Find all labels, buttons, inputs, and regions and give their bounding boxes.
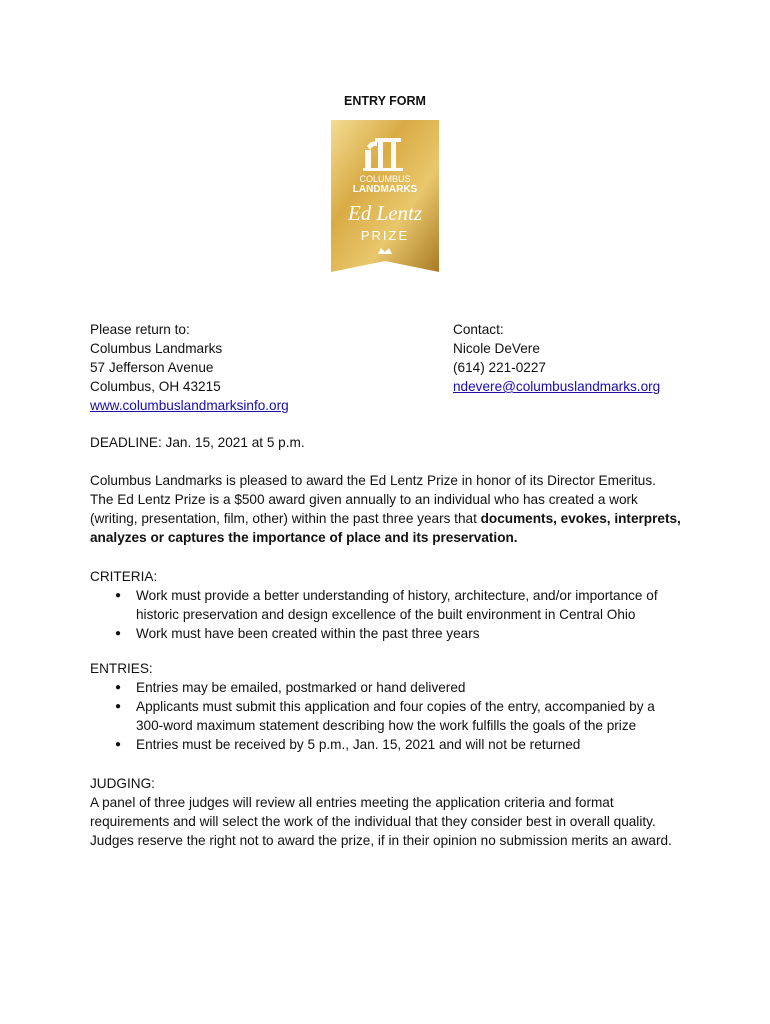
return-address-block — [90, 320, 289, 415]
logo-text-landmarks: LANDMARKS — [352, 184, 418, 195]
deadline-text: DEADLINE: Jan. 15, 2021 at 5 p.m. — [90, 435, 305, 450]
judging-section — [90, 774, 680, 850]
list-item — [90, 678, 676, 697]
list-item-text: Entries may be emailed, postmarked or hand delivered — [136, 680, 466, 695]
contact-email-link[interactable]: ndevere@columbuslandmarks.org — [453, 379, 661, 394]
list-item-text: Applicants must submit this application and four copies of the entry, accompanied by a 300-word maximum statement describing how the work fulfills the goals of the prize — [136, 699, 655, 733]
criteria-list — [90, 586, 690, 643]
contact-label: Contact: — [453, 322, 504, 337]
list-item — [90, 697, 676, 735]
criteria-section — [90, 567, 690, 643]
list-item — [90, 735, 676, 754]
contact-block — [453, 320, 660, 396]
return-city: Columbus, OH 43215 — [90, 379, 221, 394]
bullet-icon: ● — [115, 739, 122, 750]
contact-phone: (614) 221-0227 — [453, 360, 546, 375]
criteria-heading: CRITERIA: — [90, 569, 158, 584]
list-item — [90, 624, 676, 643]
list-item-text: Entries must be received by 5 p.m., Jan. 15, 2021 and will not be returned — [136, 737, 581, 752]
list-item-text: Work must provide a better understanding of history, architecture, and/or importance of historic preservation and design excellence of the built environment in Central Ohio — [136, 588, 658, 622]
intro-text: Columbus Landmarks is pleased to award the Ed Lentz Prize in honor of its Director Emeritus. The Ed Lentz Prize is a $500 award given annually to an individual who has created a work (writing, presentation, film, other) within the past three years that — [90, 473, 656, 526]
contact-name: Nicole DeVere — [453, 341, 540, 356]
intro-paragraph — [90, 471, 682, 547]
page-title: ENTRY FORM — [344, 94, 426, 108]
entries-section — [90, 659, 690, 754]
logo-text-ed-lentz: Ed Lentz — [347, 201, 423, 225]
return-street: 57 Jefferson Avenue — [90, 360, 214, 375]
return-org: Columbus Landmarks — [90, 341, 223, 356]
judging-heading: JUDGING: — [90, 776, 155, 791]
logo-text-prize: PRIZE — [360, 228, 410, 243]
return-label: Please return to: — [90, 322, 190, 337]
bullet-icon: ● — [115, 682, 122, 693]
logo-text-columbus: COLUMBUS — [359, 174, 411, 184]
bullet-icon: ● — [115, 701, 122, 712]
list-item-text: Work must have been created within the past three years — [136, 626, 480, 641]
bullet-icon: ● — [115, 590, 122, 601]
entries-heading: ENTRIES: — [90, 661, 153, 676]
ribbon-banner-shape — [331, 120, 439, 272]
entries-list — [90, 678, 690, 754]
judging-paragraph: A panel of three judges will review all entries meeting the application criteria and format requirements and will select the work of the individual that they consider best in overall quality. Judges reserve the right not to award the prize, if in their opinion no submission merits an award. — [90, 795, 672, 848]
intro-bold-text: documents, evokes, interprets, analyzes or captures the importance of place and its preservation. — [90, 511, 681, 545]
ed-lentz-prize-logo — [331, 120, 439, 274]
list-item — [90, 586, 676, 624]
website-link[interactable]: www.columbuslandmarksinfo.org — [90, 398, 289, 413]
bullet-icon: ● — [115, 628, 122, 639]
